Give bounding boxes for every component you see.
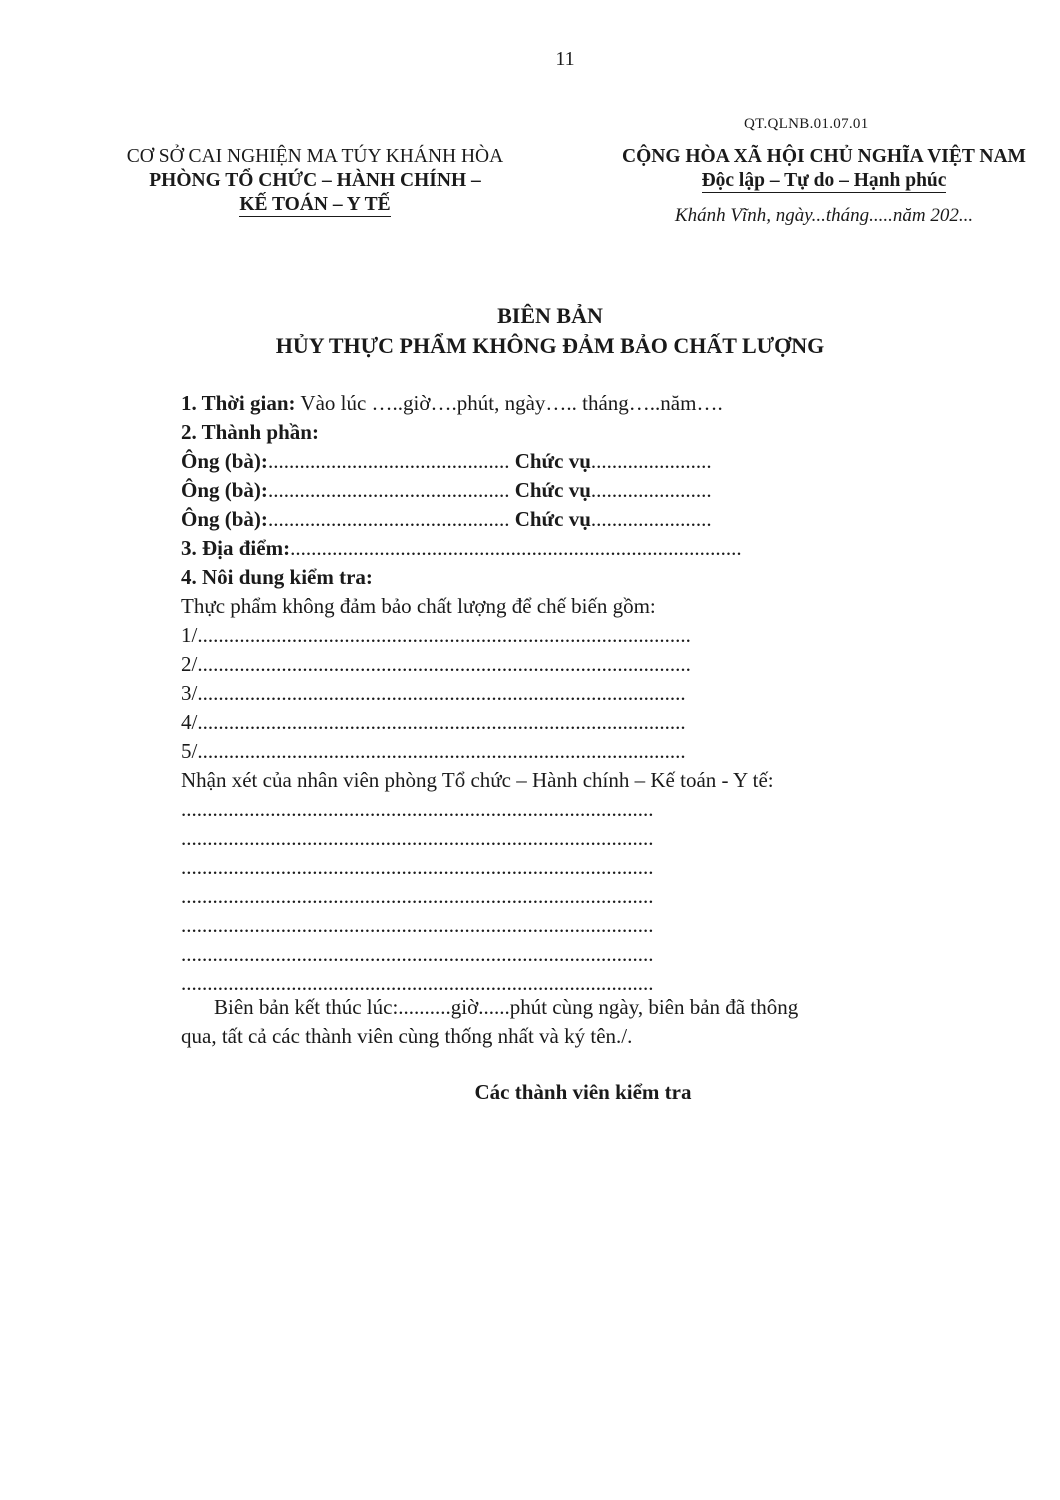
section-time-text: Vào lúc …..giờ….phút, ngày….. tháng…..năm…. (295, 391, 723, 415)
section-members-label: 2. Thành phần: (181, 420, 319, 444)
list-item: 4/............................................................................................. (181, 710, 686, 734)
section-time (181, 389, 723, 417)
comment-line: .......................................................................................... (181, 797, 654, 821)
comment-line: .......................................................................................... (181, 942, 654, 966)
closing-line-1: Biên bản kết thúc lúc:..........giờ......phút cùng ngày, biên bản đã thông (214, 995, 799, 1019)
member-row (181, 505, 712, 533)
page-number: 11 (555, 48, 575, 70)
header-right (560, 145, 1060, 227)
section-location (181, 534, 742, 562)
comment-line: .......................................................................................... (181, 884, 654, 908)
comment-line: .......................................................................................... (181, 855, 654, 879)
member-name-label: Ông (bà): (181, 507, 268, 531)
comment-label: Nhận xét của nhân viên phòng Tổ chức – Hành chính – Kế toán - Y tế: (181, 768, 774, 792)
member-position-dots: ....................... (590, 507, 712, 531)
list-item: 2/.............................................................................................. (181, 652, 691, 676)
section-content-intro: Thực phẩm không đảm bảo chất lượng để chế biến gồm: (181, 594, 656, 618)
member-name-dots: .............................................. (267, 449, 510, 473)
header-left (60, 145, 570, 217)
list-item: 3/............................................................................................. (181, 681, 686, 705)
list-item: 1/.............................................................................................. (181, 623, 691, 647)
section-content-label: 4. Nôi dung kiểm tra: (181, 565, 373, 589)
member-name-label: Ông (bà): (181, 449, 268, 473)
date-line: Khánh Vĩnh, ngày...tháng.....năm 202... (674, 205, 974, 226)
member-position-dots: ....................... (590, 478, 712, 502)
comment-line: .......................................................................................... (181, 913, 654, 937)
member-row (181, 447, 712, 475)
section-location-label: 3. Địa điểm: (181, 536, 291, 560)
member-position-label: Chức vụ (509, 478, 591, 502)
signature-heading: Các thành viên kiểm tra (474, 1080, 692, 1104)
header-right-line1: CỘNG HÒA XÃ HỘI CHỦ NGHĨA VIỆT NAM (622, 146, 1026, 167)
comment-line: .......................................................................................... (181, 971, 654, 995)
member-row (181, 476, 712, 504)
member-name-dots: .............................................. (267, 507, 510, 531)
document-title: BIÊN BẢN (497, 303, 603, 328)
comment-line: .......................................................................................... (181, 826, 654, 850)
header-left-line1: CƠ SỞ CAI NGHIỆN MA TÚY KHÁNH HÒA (126, 146, 504, 167)
form-code: QT.QLNB.01.07.01 (744, 116, 869, 132)
member-position-dots: ....................... (590, 449, 712, 473)
section-time-label: 1. Thời gian: (181, 391, 296, 415)
header-left-line3: KẾ TOÁN – Y TẾ (239, 194, 391, 215)
member-position-label: Chức vụ (509, 507, 591, 531)
section-location-dots: ...................................................................................... (290, 536, 742, 560)
document-subtitle: HỦY THỰC PHẨM KHÔNG ĐẢM BẢO CHẤT LƯỢNG (275, 333, 825, 358)
member-name-label: Ông (bà): (181, 478, 268, 502)
header-left-line2: PHÒNG TỔ CHỨC – HÀNH CHÍNH – (149, 170, 481, 191)
list-item: 5/............................................................................................. (181, 739, 686, 763)
member-name-dots: .............................................. (267, 478, 510, 502)
closing-line-2: qua, tất cả các thành viên cùng thống nhất và ký tên./. (181, 1024, 633, 1048)
header-right-motto: Độc lập – Tự do – Hạnh phúc (701, 170, 947, 191)
member-position-label: Chức vụ (509, 449, 591, 473)
